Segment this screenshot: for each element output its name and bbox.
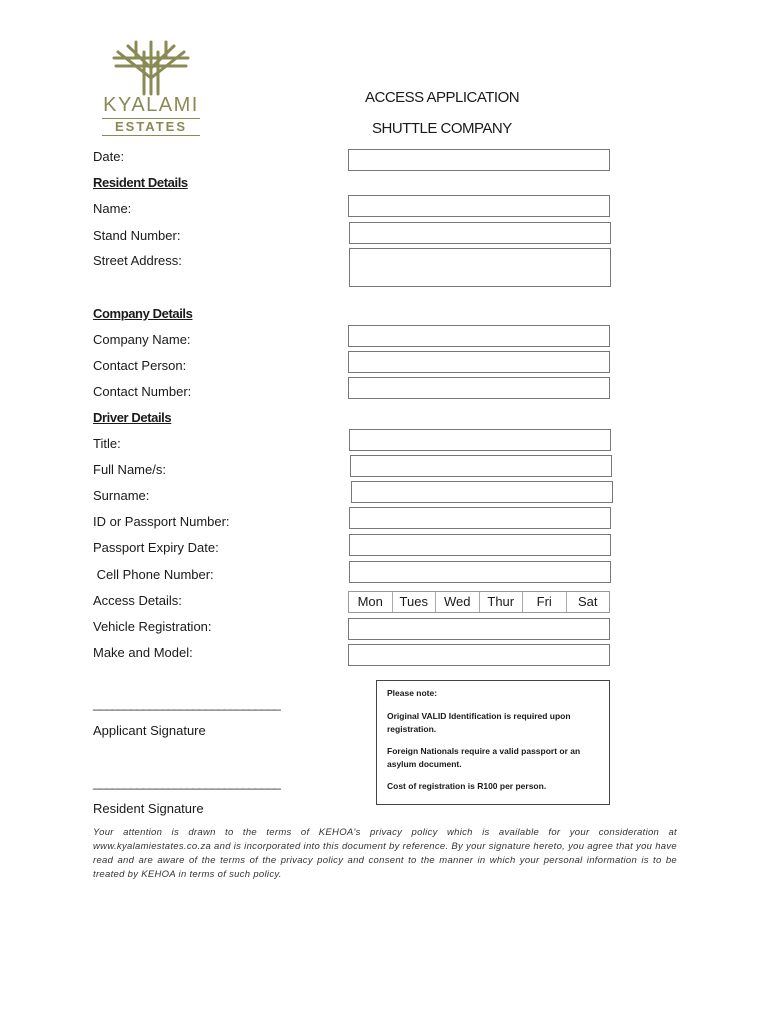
access-details-label: Access Details: — [93, 593, 182, 608]
day-sat[interactable]: Sat — [577, 594, 598, 609]
cell-phone-field[interactable] — [349, 561, 611, 583]
title-field[interactable] — [349, 429, 611, 451]
note-identification: Original VALID Identification is required upon registration. — [387, 711, 571, 734]
kyalami-logo — [96, 38, 206, 138]
contact-number-label: Contact Number: — [93, 384, 192, 399]
date-field[interactable] — [348, 149, 610, 171]
surname-label: Surname: — [93, 488, 150, 503]
id-passport-field[interactable] — [349, 507, 611, 529]
passport-expiry-label: Passport Expiry Date: — [93, 540, 219, 555]
note-box — [376, 680, 610, 805]
day-tues[interactable]: Tues — [393, 592, 437, 612]
resident-signature-line[interactable]: ______________________________ — [93, 775, 280, 790]
tree-icon — [96, 38, 206, 96]
make-model-field[interactable] — [348, 644, 610, 666]
street-address-label: Street Address: — [93, 253, 182, 268]
date-label: Date: — [93, 149, 125, 164]
note-cost: Cost of registration is R100 per person. — [387, 781, 547, 791]
company-name-label: Company Name: — [93, 332, 191, 347]
day-fri[interactable]: Fri — [523, 592, 567, 612]
contact-person-field[interactable] — [348, 351, 610, 373]
cell-phone-label: Cell Phone Number: — [93, 567, 214, 582]
note-foreign-nationals: Foreign Nationals require a valid passport or an asylum document. — [387, 746, 581, 769]
full-names-label: Full Name/s: — [93, 462, 166, 477]
stand-number-label: Stand Number: — [93, 228, 181, 243]
vehicle-registration-field[interactable] — [348, 618, 610, 640]
passport-expiry-field[interactable] — [349, 534, 611, 556]
resident-signature-label: Resident Signature — [93, 801, 204, 816]
id-passport-label: ID or Passport Number: — [93, 514, 230, 529]
make-model-label: Make and Model: — [93, 645, 193, 660]
access-days-selector — [348, 591, 610, 613]
street-address-field[interactable] — [349, 248, 611, 287]
form-subtitle: SHUTTLE COMPANY — [372, 120, 512, 137]
form-title: ACCESS APPLICATION — [365, 89, 520, 106]
title-label: Title: — [93, 436, 121, 451]
privacy-notice: Your attention is drawn to the terms of KEHOA's privacy policy which is available for your consideration at www.kyalamiestates.co.za and is incorporated into this document by reference. By your signature hereto, you agree that you have read and are aware of the terms of the privacy policy and consent to the manner in which your personal information is to be treated by KEHOA in terms of such policy. — [93, 827, 677, 880]
name-field[interactable] — [348, 195, 610, 217]
surname-field[interactable] — [351, 481, 613, 503]
vehicle-registration-label: Vehicle Registration: — [93, 619, 212, 634]
note-heading: Please note: — [387, 688, 438, 698]
day-thur[interactable]: Thur — [480, 592, 524, 612]
applicant-signature-label: Applicant Signature — [93, 723, 206, 738]
day-mon[interactable]: Mon — [349, 592, 393, 612]
logo-name: KYALAMI — [103, 94, 199, 116]
day-wed[interactable]: Wed — [436, 592, 480, 612]
resident-details-heading: Resident Details — [93, 175, 188, 190]
contact-person-label: Contact Person: — [93, 358, 187, 373]
driver-details-heading: Driver Details — [93, 410, 172, 425]
company-name-field[interactable] — [348, 325, 610, 347]
logo-subname: ESTATES — [114, 119, 188, 134]
company-details-heading: Company Details — [93, 306, 193, 321]
stand-number-field[interactable] — [349, 222, 611, 244]
contact-number-field[interactable] — [348, 377, 610, 399]
name-label: Name: — [93, 201, 132, 216]
logo-divider — [102, 135, 200, 136]
applicant-signature-line[interactable]: ______________________________ — [93, 696, 280, 711]
full-names-field[interactable] — [350, 455, 612, 477]
